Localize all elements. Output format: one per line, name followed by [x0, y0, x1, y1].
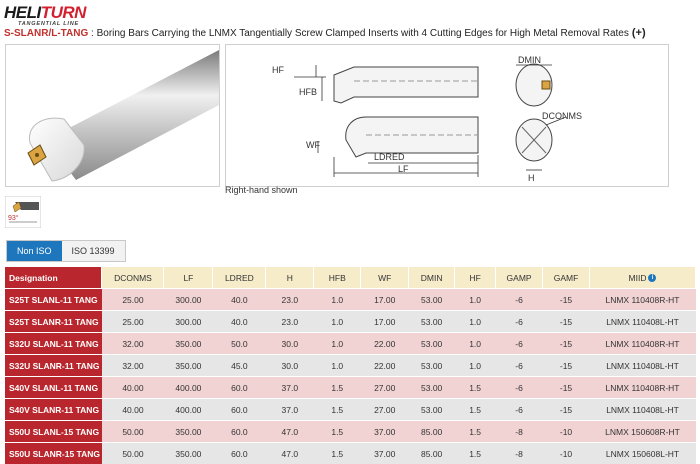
table-cell: 50.0 — [213, 333, 266, 355]
table-cell: 60.0 — [213, 399, 266, 421]
table-cell: 300.00 — [164, 289, 213, 311]
table-cell: 37.00 — [361, 421, 409, 443]
brand-name-part2: TURN — [41, 3, 86, 22]
table-cell: 17.00 — [361, 311, 409, 333]
table-cell: 25.00 — [102, 289, 164, 311]
table-cell: LNMX 110408R-HT — [590, 377, 696, 399]
brand-logo — [4, 4, 114, 26]
product-table — [5, 267, 696, 464]
expand-button[interactable]: (+) — [632, 27, 646, 39]
table-cell: 45.0 — [213, 355, 266, 377]
table-cell: 50.00 — [102, 421, 164, 443]
table-cell: 37.0 — [266, 377, 314, 399]
designation-cell[interactable]: S25T SLANL-11 TANG — [5, 289, 102, 311]
table-cell: 350.00 — [164, 443, 213, 464]
table-cell: -10 — [543, 421, 590, 443]
table-cell: -15 — [543, 333, 590, 355]
table-cell: 53.00 — [409, 399, 455, 421]
table-cell: -15 — [543, 377, 590, 399]
table-cell: 22.00 — [361, 333, 409, 355]
tab-iso-13399[interactable]: ISO 13399 — [62, 241, 125, 261]
table-cell: 53.00 — [409, 355, 455, 377]
page-title — [4, 27, 646, 39]
table-row — [5, 399, 696, 421]
top-view — [334, 67, 478, 103]
table-cell: 32.00 — [102, 355, 164, 377]
table-cell: 1.5 — [314, 399, 361, 421]
table-cell: 1.5 — [314, 421, 361, 443]
table-cell: 25.00 — [102, 311, 164, 333]
table-cell: 300.00 — [164, 311, 213, 333]
table-cell: -6 — [496, 333, 543, 355]
technical-drawing — [225, 44, 669, 187]
standard-tabs — [6, 240, 126, 262]
table-cell: -15 — [543, 399, 590, 421]
table-cell: 53.00 — [409, 377, 455, 399]
table-cell: 1.5 — [314, 377, 361, 399]
table-cell: 32.00 — [102, 333, 164, 355]
column-header[interactable]: GAMF — [543, 267, 590, 289]
table-cell: 50.00 — [102, 443, 164, 464]
column-header[interactable]: Designation — [5, 267, 102, 289]
table-row — [5, 289, 696, 311]
column-header[interactable]: WF — [361, 267, 409, 289]
table-cell: 40.0 — [213, 289, 266, 311]
brand-tagline: TANGENTIAL LINE — [18, 21, 114, 27]
table-cell: LNMX 110408R-HT — [590, 333, 696, 355]
table-cell: 23.0 — [266, 311, 314, 333]
table-cell: -8 — [496, 443, 543, 464]
label-lf: LF — [398, 164, 409, 174]
table-cell: 60.0 — [213, 443, 266, 464]
column-header[interactable]: LF — [164, 267, 213, 289]
table-cell: 27.00 — [361, 399, 409, 421]
table-cell: LNMX 150608R-HT — [590, 421, 696, 443]
table-cell: 1.0 — [455, 289, 496, 311]
table-cell: 27.00 — [361, 377, 409, 399]
tab-non-iso[interactable]: Non ISO — [7, 241, 62, 261]
table-row — [5, 311, 696, 333]
table-cell: 40.0 — [213, 311, 266, 333]
product-photo — [5, 44, 220, 187]
table-cell: 60.0 — [213, 377, 266, 399]
table-cell: 53.00 — [409, 289, 455, 311]
column-header[interactable]: HF — [455, 267, 496, 289]
table-cell: 60.0 — [213, 421, 266, 443]
designation-cell[interactable]: S50U SLANR-15 TANG — [5, 443, 102, 464]
table-cell: 47.0 — [266, 443, 314, 464]
table-cell: -15 — [543, 355, 590, 377]
table-cell: -6 — [496, 377, 543, 399]
brand-name-part1: HELI — [4, 3, 41, 22]
table-row — [5, 333, 696, 355]
designation-cell[interactable]: S40V SLANL-11 TANG — [5, 377, 102, 399]
table-cell: -15 — [543, 311, 590, 333]
table-cell: 37.0 — [266, 399, 314, 421]
table-cell: 1.5 — [455, 377, 496, 399]
designation-cell[interactable]: S32U SLANR-11 TANG — [5, 355, 102, 377]
table-cell: 1.0 — [314, 333, 361, 355]
table-cell: -6 — [496, 289, 543, 311]
column-header[interactable]: DCONMS — [102, 267, 164, 289]
table-row — [5, 443, 696, 464]
designation-cell[interactable]: S32U SLANL-11 TANG — [5, 333, 102, 355]
column-header[interactable]: DMIN — [409, 267, 455, 289]
approach-angle-thumbnail — [5, 196, 41, 228]
label-wf: WF — [306, 140, 320, 150]
label-dmin: DMIN — [518, 55, 541, 65]
table-cell: 1.0 — [455, 333, 496, 355]
table-cell: LNMX 110408R-HT — [590, 289, 696, 311]
designation-cell[interactable]: S50U SLANL-15 TANG — [5, 421, 102, 443]
table-cell: 1.0 — [314, 311, 361, 333]
table-cell: LNMX 150608L-HT — [590, 443, 696, 464]
label-dconms: DCONMS — [542, 111, 582, 121]
table-cell: 17.00 — [361, 289, 409, 311]
table-cell: 37.00 — [361, 443, 409, 464]
table-header-row — [5, 267, 696, 289]
series-code: S-SLANR/L-TANG — [4, 28, 88, 39]
table-cell: -10 — [543, 443, 590, 464]
table-cell: 47.0 — [266, 421, 314, 443]
approach-angle-label: 93° — [8, 214, 19, 222]
table-cell: 53.00 — [409, 333, 455, 355]
table-cell: LNMX 110408L-HT — [590, 399, 696, 421]
label-hfb: HFB — [299, 87, 317, 97]
table-cell: 350.00 — [164, 333, 213, 355]
column-header-miid[interactable] — [590, 267, 696, 289]
info-icon[interactable]: i — [648, 274, 656, 282]
designation-cell[interactable]: S25T SLANR-11 TANG — [5, 311, 102, 333]
table-cell: 22.00 — [361, 355, 409, 377]
table-cell: 30.0 — [266, 333, 314, 355]
diagram-caption: Right-hand shown — [225, 185, 298, 195]
table-cell: 350.00 — [164, 355, 213, 377]
table-cell: 350.00 — [164, 421, 213, 443]
column-header[interactable]: HFB — [314, 267, 361, 289]
table-cell: 1.0 — [314, 355, 361, 377]
table-cell: 53.00 — [409, 311, 455, 333]
table-cell: 85.00 — [409, 443, 455, 464]
table-cell: -6 — [496, 355, 543, 377]
table-cell: LNMX 110408L-HT — [590, 311, 696, 333]
table-cell: 1.0 — [455, 355, 496, 377]
label-ldred: LDRED — [374, 152, 405, 162]
table-cell: 1.0 — [314, 289, 361, 311]
table-cell: 23.0 — [266, 289, 314, 311]
table-cell: 40.00 — [102, 377, 164, 399]
table-row — [5, 421, 696, 443]
column-header-label: MIID — [629, 273, 647, 283]
label-h: H — [528, 173, 535, 183]
series-description: : Boring Bars Carrying the LNMX Tangentially Screw Clamped Inserts with 4 Cutting Edges for High Metal Removal Rates — [88, 28, 629, 39]
table-cell: -15 — [543, 289, 590, 311]
table-cell: 1.5 — [455, 421, 496, 443]
table-cell: 400.00 — [164, 377, 213, 399]
label-hf: HF — [272, 65, 284, 75]
table-cell: -6 — [496, 399, 543, 421]
table-cell: 400.00 — [164, 399, 213, 421]
column-header[interactable]: LDRED — [213, 267, 266, 289]
table-cell: 1.5 — [455, 399, 496, 421]
designation-cell[interactable]: S40V SLANR-11 TANG — [5, 399, 102, 421]
table-cell: 1.5 — [314, 443, 361, 464]
table-cell: 1.0 — [455, 311, 496, 333]
column-header[interactable]: GAMP — [496, 267, 543, 289]
table-row — [5, 355, 696, 377]
table-cell: LNMX 110408L-HT — [590, 355, 696, 377]
table-cell: -8 — [496, 421, 543, 443]
table-cell: 1.5 — [455, 443, 496, 464]
table-cell: 40.00 — [102, 399, 164, 421]
side-view — [346, 117, 478, 157]
table-cell: -6 — [496, 311, 543, 333]
table-row — [5, 377, 696, 399]
table-cell: 85.00 — [409, 421, 455, 443]
column-header[interactable]: H — [266, 267, 314, 289]
table-cell: 30.0 — [266, 355, 314, 377]
